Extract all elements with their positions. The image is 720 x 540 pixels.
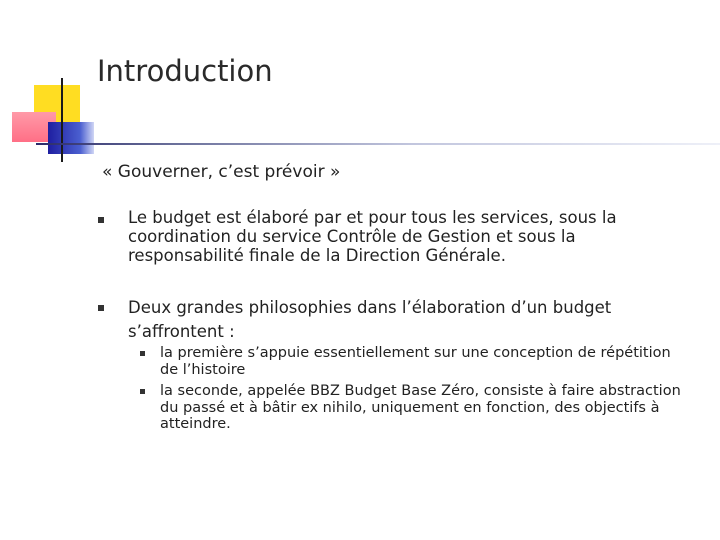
square-bullet-icon <box>98 305 104 311</box>
square-bullet-icon <box>140 389 145 394</box>
sub-bullet-text: la première s’appuie essentiellement sur une conception de répétition de l’histoire <box>160 345 671 378</box>
bullet-text: Le budget est élaboré par et pour tous les services, sous la coordination du service Contrôle de Gestion et sous la responsabilité finale de la Direction Générale. <box>128 208 617 265</box>
slide-title: Introduction <box>97 54 273 88</box>
square-bullet-icon <box>140 351 145 356</box>
bullet-text: Deux grandes philosophies dans l’élaboration d’un budget s’affrontent : <box>128 298 612 341</box>
title-underline <box>36 143 720 145</box>
decor-blue-square <box>48 122 94 154</box>
sub-bullet-text: la seconde, appelée BBZ Budget Base Zéro, consiste à faire abstraction du passé et à bâtir ex nihilo, uniquement en fonction, des objectifs à atteindre. <box>160 383 681 432</box>
decor-vertical-line <box>61 78 63 162</box>
slide-subtitle: « Gouverner, c’est prévoir » <box>102 162 341 182</box>
square-bullet-icon <box>98 217 104 223</box>
